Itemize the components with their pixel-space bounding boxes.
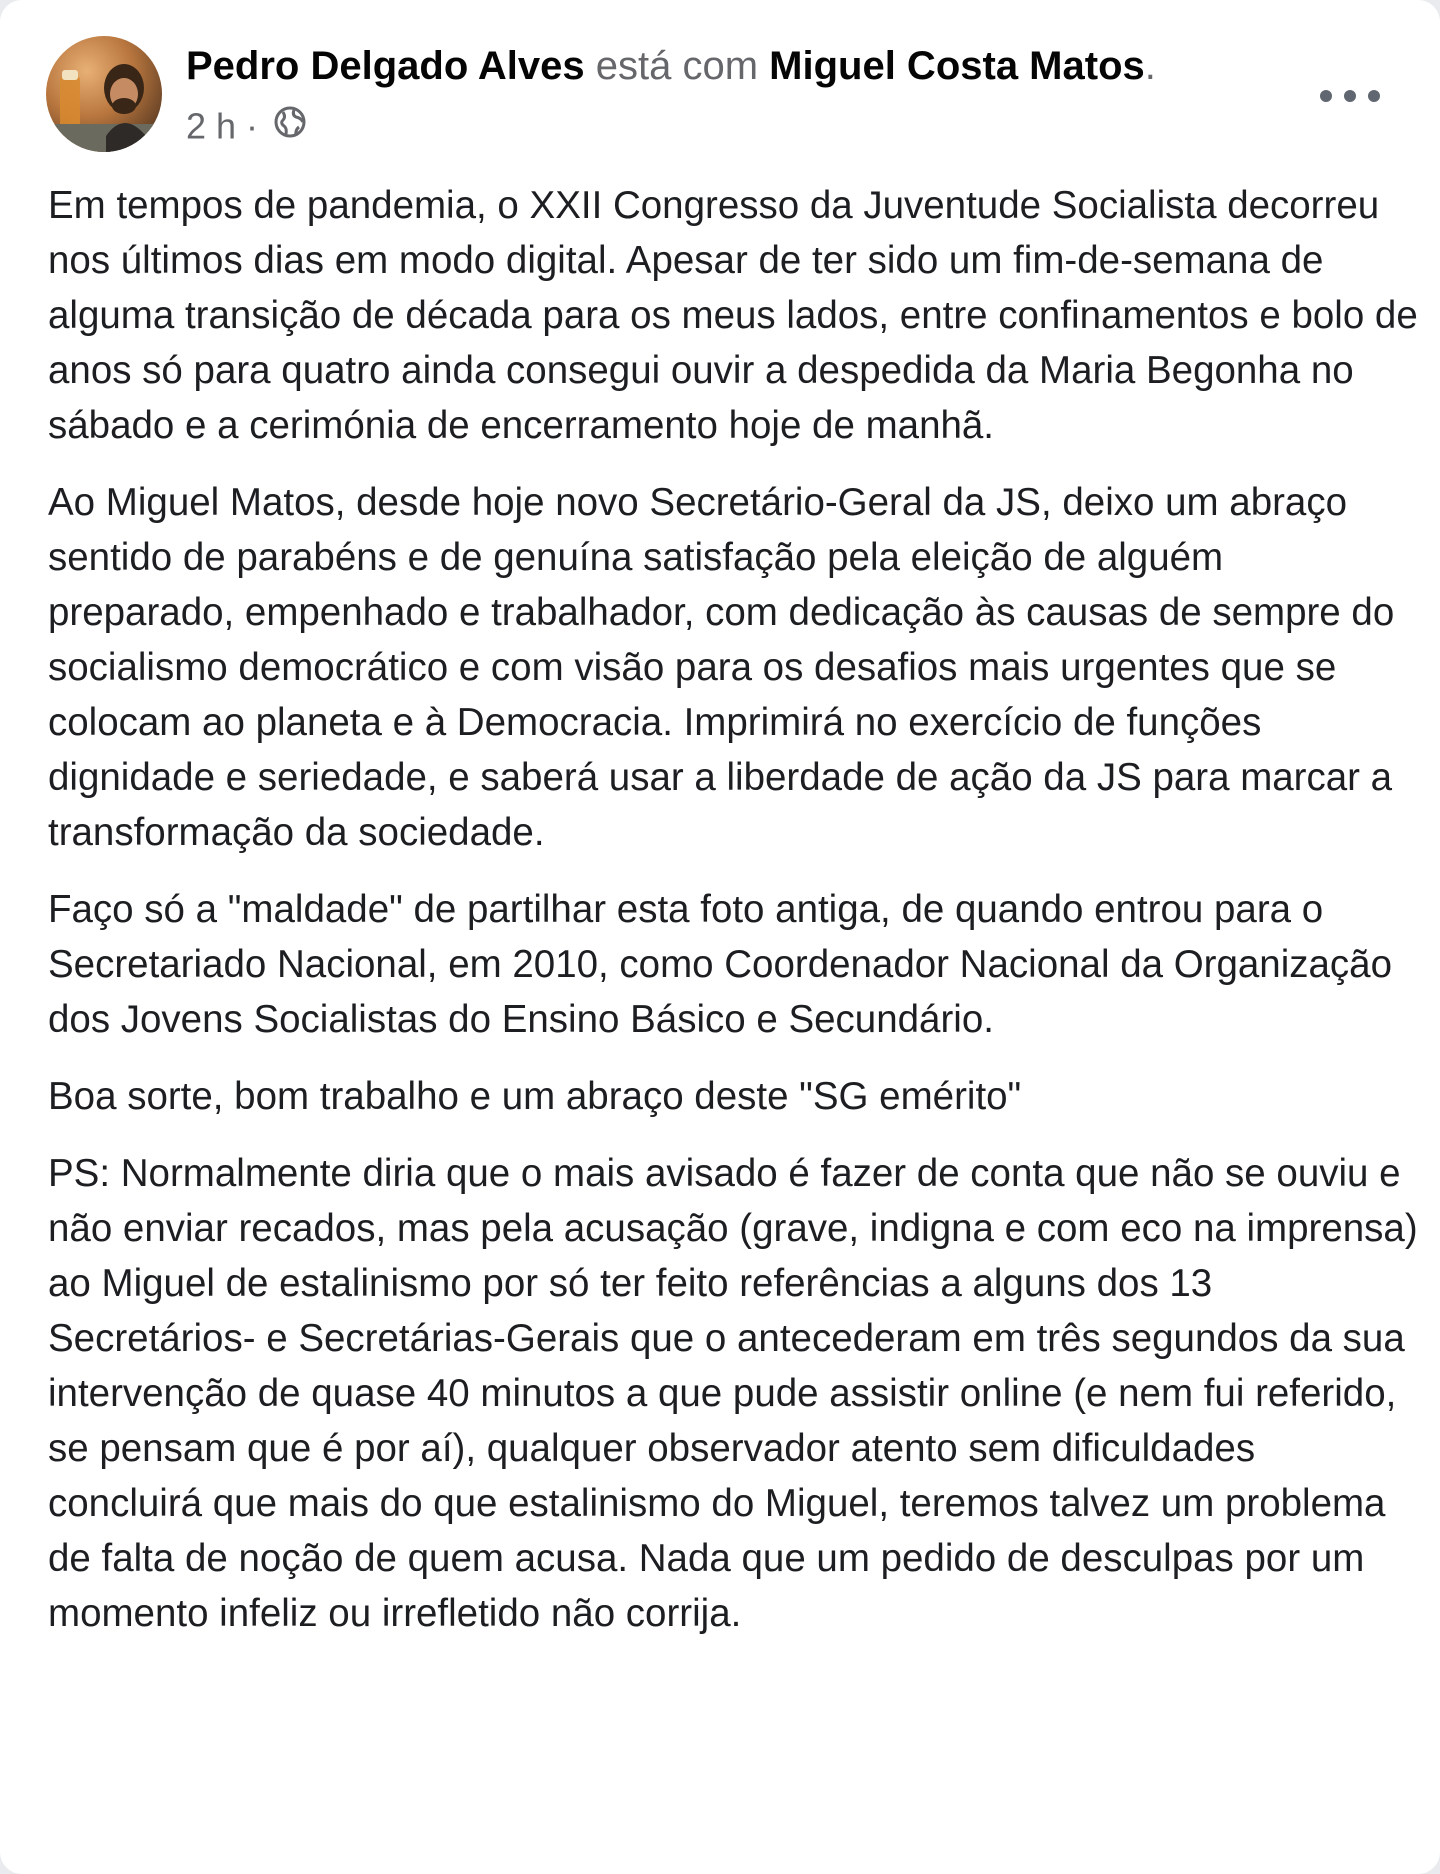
title-period: . xyxy=(1144,44,1156,88)
author-name[interactable]: Pedro Delgado Alves xyxy=(186,44,585,88)
avatar[interactable] xyxy=(46,36,162,152)
post-paragraph-3: Faço só a "maldade" de partilhar esta foto antiga, de quando entrou para o Secretariado Nacional, em 2010, como Coordenador Nacional da Organização dos Jovens Socialistas do Ensino Básico e Secundário. xyxy=(48,888,1393,1041)
post-body xyxy=(48,178,1418,1663)
tagged-name[interactable]: Miguel Costa Matos xyxy=(769,44,1145,88)
globe-icon xyxy=(274,102,306,150)
with-text: está com xyxy=(584,44,770,88)
more-options-icon[interactable] xyxy=(1320,80,1380,112)
post-timestamp[interactable]: 2 h xyxy=(186,105,237,147)
post-paragraph-5: PS: Normalmente diria que o mais avisado é fazer de conta que não se ouviu e não enviar recados, mas pela acusação (grave, indigna e com eco na imprensa) ao Miguel de estalinismo por só ter feito referências a alguns dos 13 Secretários- e Secretárias-Gerais que o antecederam em três segundos da sua intervenção de quase 40 minutos a que pude assistir online (e nem fui referido, se pensam que é por aí), qualquer observador atento sem dificuldades concluirá que mais do que estalinismo do Miguel, teremos talvez um problema de falta de noção de quem acusa. Nada que um pedido de desculpas por um momento infeliz ou irrefletido não corrija. xyxy=(48,1152,1418,1635)
meta-separator: · xyxy=(236,105,269,147)
post-paragraph-2: Ao Miguel Matos, desde hoje novo Secretário-Geral da JS, deixo um abraço sentido de parabéns e de genuína satisfação pela eleição de alguém preparado, empenhado e trabalhador, com dedicação às causas de sempre do socialismo democrático e com visão para os desafios mais urgentes que se colocam ao planeta e à Democracia. Imprimirá no exercício de funções dignidade e seriedade, e saberá usar a liberdade de ação da JS para marcar a transformação da sociedade. xyxy=(48,481,1395,854)
post-title-line xyxy=(186,42,1156,90)
post-header xyxy=(46,36,1396,156)
post-meta xyxy=(186,100,306,150)
post-paragraph-4: Boa sorte, bom trabalho e um abraço deste "SG emérito" xyxy=(48,1075,1022,1118)
post-paragraph-1: Em tempos de pandemia, o XXII Congresso da Juventude Socialista decorreu nos últimos dias em modo digital. Apesar de ter sido um fim-de-semana de alguma transição de década para os meus lados, entre confinamentos e bolo de anos só para quatro ainda consegui ouvir a despedida da Maria Begonha no sábado e a cerimónia de encerramento hoje de manhã. xyxy=(48,184,1418,447)
